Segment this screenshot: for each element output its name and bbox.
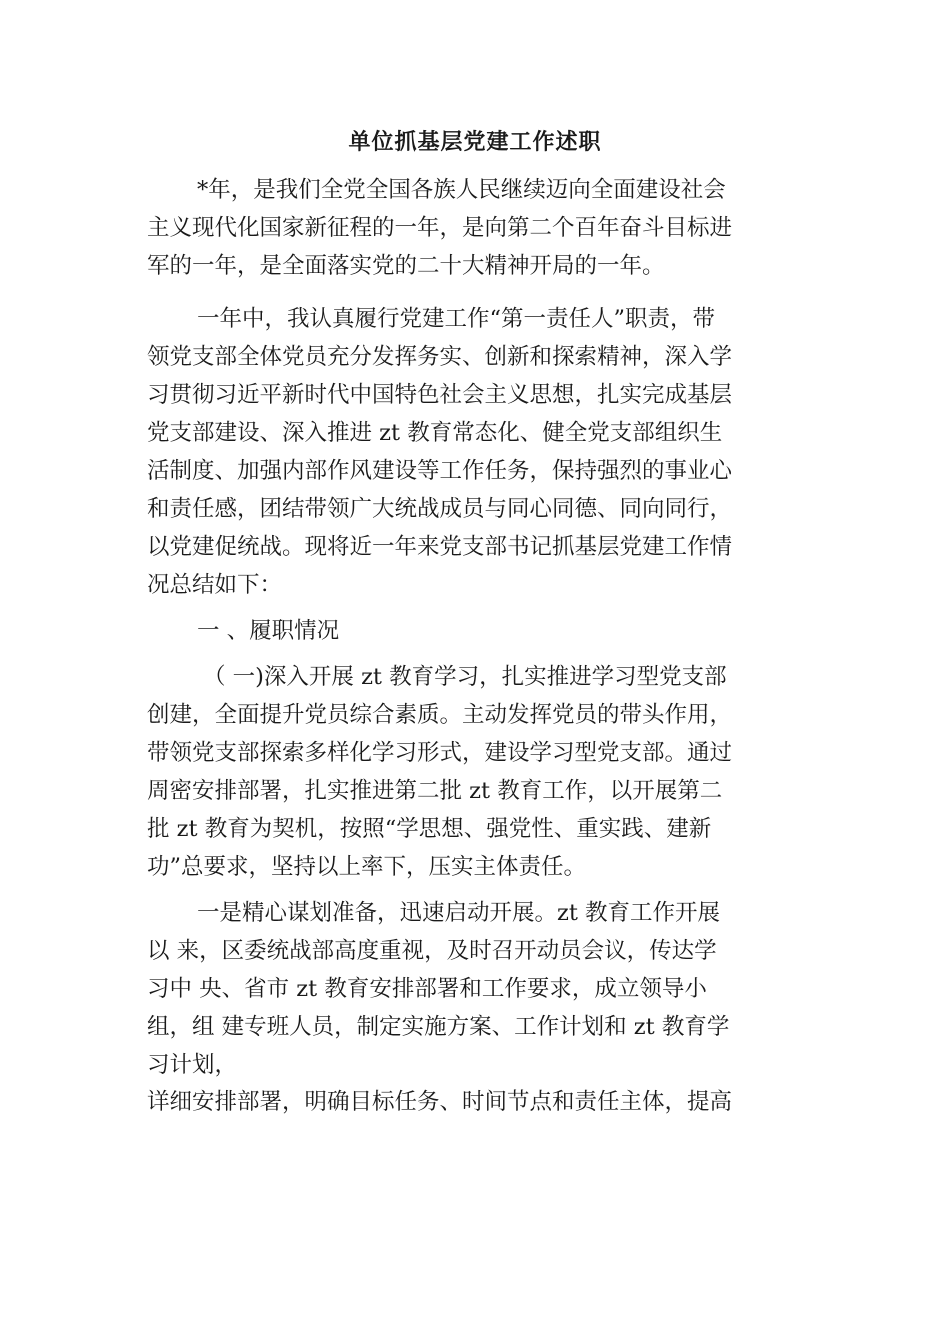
body-line: 军的一年，是全面落实党的二十大精神开局的一年。: [147, 253, 665, 279]
body-line: 活制度、加强内部作风建设等工作任务，保持强烈的事业心: [147, 458, 733, 484]
body-line: 功”总要求，坚持以上率下，压实主体责任。: [147, 854, 587, 880]
body-line: 和责任感，团结带领广大统战成员与同心同德、同向同行，: [147, 496, 733, 522]
body-line: *年，是我们全党全国各族人民继续迈向全面建设社会: [197, 177, 726, 203]
document-title: 单位抓基层党建工作述职: [348, 129, 602, 155]
body-line: 习中 央、省市 zt 教育安排部署和工作要求，成立领导小: [147, 976, 707, 1002]
body-line: 周密安排部署，扎实推进第二批 zt 教育工作，以开展第二: [147, 778, 723, 804]
body-line: 创建，全面提升党员综合素质。主动发挥党员的带头作用，: [147, 702, 733, 728]
body-line: 带领党支部探索多样化学习形式，建设学习型党支部。通过: [147, 740, 733, 766]
subsection-heading: （ 一)深入开展 zt 教育学习，扎实推进学习型党支部: [203, 664, 727, 690]
body-line: 以 来，区委统战部高度重视，及时召开动员会议，传达学: [147, 938, 717, 964]
body-line: 批 zt 教育为契机，按照“学思想、强党性、重实践、建新: [147, 816, 712, 842]
body-line: 主义现代化国家新征程的一年，是向第二个百年奋斗目标进: [147, 215, 733, 241]
body-line: 一是精心谋划准备，迅速启动开展。zt 教育工作开展: [197, 900, 721, 926]
body-line: 况总结如下：: [147, 572, 283, 598]
body-line: 一年中，我认真履行党建工作“第一责任人”职责，带: [197, 306, 716, 332]
body-line: 党支部建设、深入推进 zt 教育常态化、健全党支部组织生: [147, 420, 723, 446]
body-line: 详细安排部署，明确目标任务、时间节点和责任主体，提高: [147, 1089, 733, 1115]
body-line: 以党建促统战。现将近一年来党支部书记抓基层党建工作情: [147, 534, 733, 560]
body-line: 领党支部全体党员充分发挥务实、创新和探索精神，深入学: [147, 344, 733, 370]
body-line: 习计划，: [147, 1052, 238, 1078]
section-heading: 一 、履职情况: [197, 618, 340, 644]
body-line: 习贯彻习近平新时代中国特色社会主义思想，扎实完成基层: [147, 382, 733, 408]
body-line: 组，组 建专班人员，制定实施方案、工作计划和 zt 教育学: [147, 1014, 730, 1040]
